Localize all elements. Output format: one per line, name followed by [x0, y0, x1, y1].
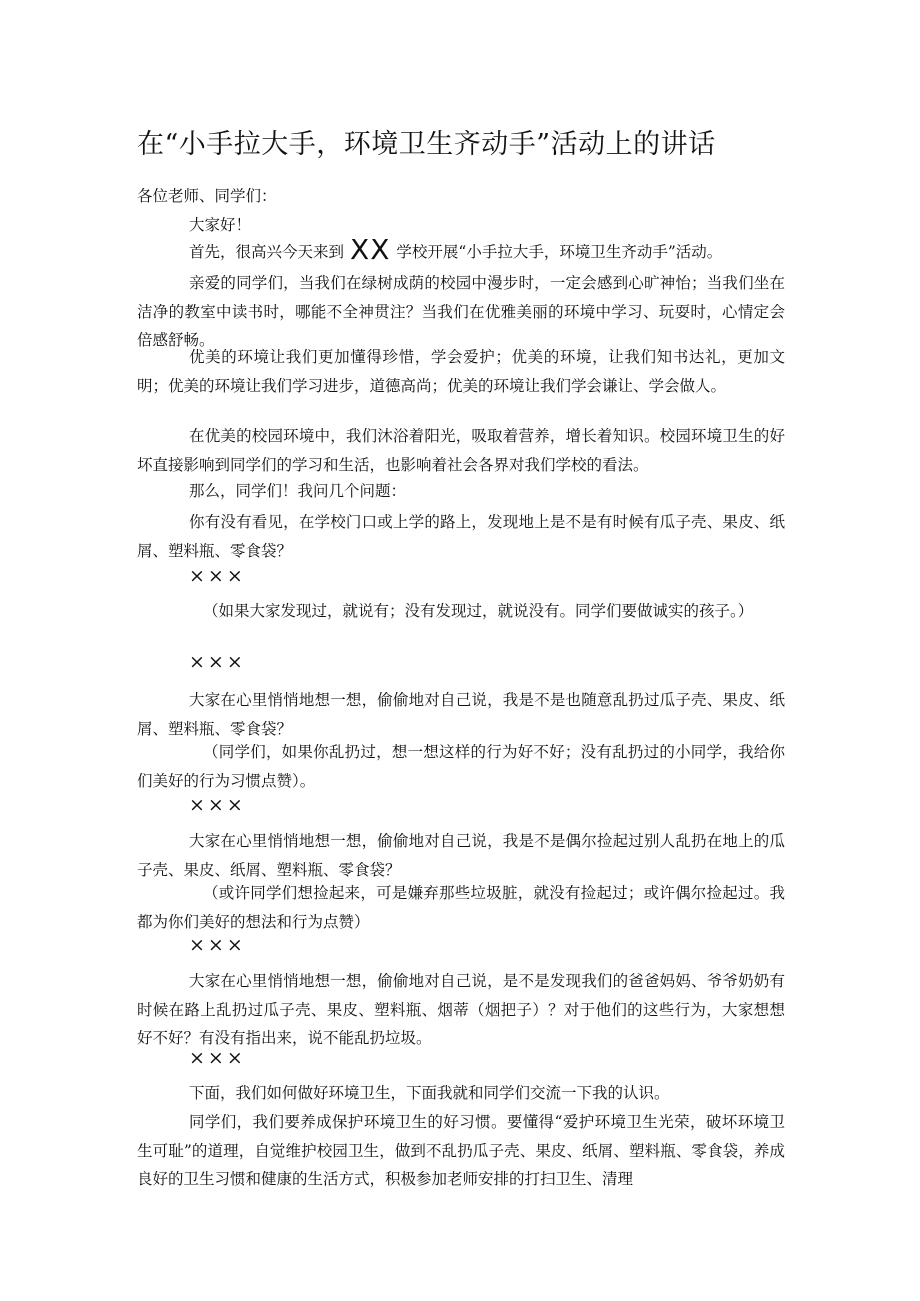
answer-marker: ××× [189, 934, 246, 956]
question: 大家在心里悄悄地想一想，偷偷地对自己说，是不是发现我们的爸爸妈妈、爷爷奶奶有时候在路上乱扔过瓜子壳、果皮、塑料瓶、烟蒂（烟把子）？对于他们的这些行为，大家想想好不好？有没有指出来，说不能乱扔垃圾。 [137, 972, 785, 1047]
note: （或许同学们想捡起来，可是嫌弃那些垃圾脏，就没有捡起过；或许偶尔捡起过。我都为你们美好的想法和行为点赞） [137, 884, 785, 931]
salutation: 各位老师、同学们： [137, 187, 277, 205]
intro-paragraph [137, 233, 785, 267]
note: （如果大家发现过，就说有；没有发现过，就说没有。同学们要做诚实的孩子。） [203, 602, 754, 620]
greeting: 大家好！ [189, 216, 252, 234]
paragraph: 那么，同学们！我问几个问题： [189, 482, 407, 500]
intro-after: 学校开展“小手拉大手，环境卫生齐动手”活动。 [396, 243, 723, 261]
question: 大家在心里悄悄地想一想，偷偷地对自己说，我是不是也随意乱扔过瓜子壳、果皮、纸屑、塑料瓶、零食袋？ [137, 691, 785, 738]
answer-marker: ××× [189, 794, 246, 816]
answer-marker: ××× [189, 1047, 246, 1069]
answer-marker: ××× [189, 651, 246, 673]
answer-marker: ××× [189, 565, 246, 587]
paragraph: 同学们，我们要养成保护环境卫生的好习惯。要懂得“爱护环境卫生光荣，破坏环境卫生可耻”的道理，自觉维护校园卫生，做到不乱扔瓜子壳、果皮、纸屑、塑料瓶、零食袋，养成良好的卫生习惯和健康的生活方式，积极参加老师安排的打扫卫生、清理 [137, 1113, 785, 1188]
school-placeholder: XX [350, 233, 391, 266]
intro-before: 首先，很高兴今天来到 [189, 243, 345, 261]
paragraph: 下面，我们如何做好环境卫生，下面我就和同学们交流一下我的认识。 [189, 1084, 670, 1102]
question: 你有没有看见，在学校门口或上学的路上，发现地上是不是有时候有瓜子壳、果皮、纸屑、塑料瓶、零食袋？ [137, 513, 785, 560]
page-title: 在“小手拉大手，环境卫生齐动手”活动上的讲话 [137, 129, 716, 160]
paragraph: 亲爱的同学们，当我们在绿树成荫的校园中漫步时，一定会感到心旷神怡；当我们坐在洁净的教室中读书时，哪能不全神贯注？当我们在优雅美丽的环境中学习、玩耍时，心情定会倍感舒畅。 [137, 274, 785, 349]
paragraph: 在优美的校园环境中，我们沐浴着阳光，吸取着营养，增长着知识。校园环境卫生的好坏直接影响到同学们的学习和生活，也影响着社会各界对我们学校的看法。 [137, 427, 785, 474]
note: （同学们，如果你乱扔过，想一想这样的行为好不好；没有乱扔过的小同学，我给你们美好的行为习惯点赞）。 [137, 743, 785, 790]
question: 大家在心里悄悄地想一想，偷偷地对自己说，我是不是偶尔捡起过别人乱扔在地上的瓜子壳、果皮、纸屑、塑料瓶、零食袋？ [137, 832, 785, 879]
paragraph: 优美的环境让我们更加懂得珍惜，学会爱护；优美的环境，让我们知书达礼，更加文明；优美的环境让我们学习进步，道德高尚；优美的环境让我们学会谦让、学会做人。 [137, 348, 785, 395]
